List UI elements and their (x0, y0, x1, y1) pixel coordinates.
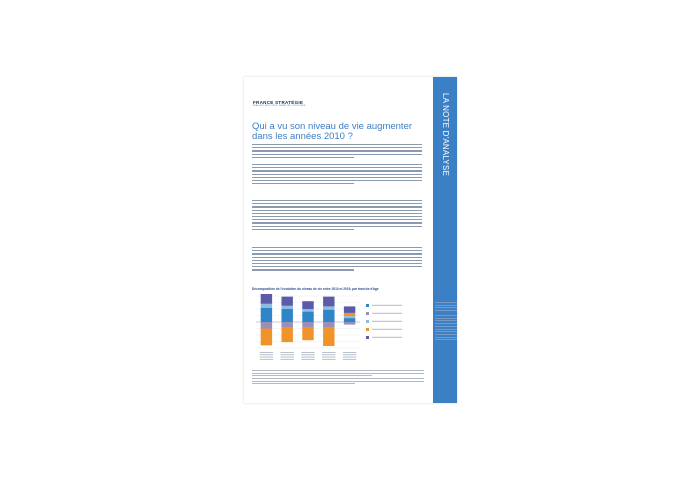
note-line (252, 383, 355, 384)
category-label-line (343, 354, 356, 355)
bar-segment (344, 316, 355, 318)
paragraph-3 (252, 200, 422, 232)
bar-segment (323, 310, 334, 322)
bar-segment (261, 322, 272, 329)
bar-segment (261, 329, 272, 346)
bar-segment (344, 322, 355, 325)
summary-line (435, 305, 457, 306)
text-line (252, 247, 422, 248)
bar-segment (302, 322, 313, 328)
bar-segment (261, 294, 272, 304)
bar-segment (302, 312, 313, 322)
bar-segment (302, 301, 313, 309)
legend-label-line (372, 337, 402, 338)
age-decomposition-chart (252, 294, 422, 366)
text-line (252, 226, 422, 227)
text-line (252, 253, 422, 254)
sidebar-title (440, 93, 450, 243)
note-line (252, 381, 424, 382)
summary-line (435, 320, 457, 321)
category-label-line (301, 354, 314, 355)
bar-segment (344, 313, 355, 316)
summary-line (435, 307, 457, 308)
category-label-line (343, 359, 356, 360)
bar-segment (281, 309, 292, 322)
text-line (252, 150, 422, 151)
text-line (252, 170, 422, 171)
text-line (252, 263, 422, 264)
legend-swatch (366, 312, 369, 315)
category-label-line (260, 357, 273, 358)
article-title: Qui a vu son niveau de vie augmenter dans les années 2010 ? (252, 121, 413, 142)
summary-line (435, 310, 457, 311)
category-label-line (260, 352, 273, 353)
summary-line (435, 337, 457, 338)
category-label-line (322, 354, 335, 355)
bar-segment (323, 322, 334, 328)
summary-line (435, 326, 457, 327)
bar-segment (261, 308, 272, 322)
category-label-line (280, 359, 293, 360)
category-label-line (280, 352, 293, 353)
chart-notes (252, 370, 424, 386)
category-label-line (301, 357, 314, 358)
bar-segment (323, 328, 334, 346)
note-line (252, 373, 424, 374)
category-label-line (280, 357, 293, 358)
legend-swatch (366, 304, 369, 307)
legend-label-line (372, 305, 402, 306)
paragraph-4 (252, 247, 422, 273)
category-label-line (301, 359, 314, 360)
text-line (252, 260, 422, 261)
text-line (252, 203, 422, 204)
text-line (252, 250, 422, 251)
bar-segment (323, 306, 334, 309)
summary-line (435, 302, 457, 303)
bar-segment (344, 306, 355, 313)
legend-swatch (366, 336, 369, 339)
summary-line (435, 323, 457, 324)
text-line (252, 219, 422, 220)
text-line (252, 266, 422, 267)
summary-line (435, 331, 457, 332)
bar-segment (302, 328, 313, 340)
category-label-line (322, 359, 335, 360)
summary-line (435, 318, 457, 319)
text-line (252, 167, 422, 168)
text-line (252, 174, 422, 175)
legend-label-line (372, 329, 402, 330)
text-line (252, 177, 422, 178)
text-line (252, 144, 422, 145)
bar-segment (302, 309, 313, 312)
text-line (252, 269, 354, 270)
category-label-line (301, 352, 314, 353)
note-line (252, 375, 372, 376)
text-line (252, 222, 422, 223)
summary-line (435, 329, 457, 330)
text-line (252, 210, 422, 211)
bar-segment (281, 328, 292, 342)
org-logo (253, 100, 306, 107)
note-line (252, 370, 424, 371)
chart-title: Décomposition de l'évolution du niveau de vie entre 2010 et 2019, par tranche d'âge (252, 287, 379, 291)
bar-segment (261, 304, 272, 308)
category-label-line (322, 352, 335, 353)
text-line (252, 180, 422, 181)
legend-label-line (372, 321, 402, 322)
text-line (252, 200, 422, 201)
category-label-line (343, 357, 356, 358)
legend-label-line (372, 313, 402, 314)
text-line (252, 164, 422, 165)
org-tagline: ÉVALUER. ANTICIPER. DÉBATTRE. PROPOSER. (253, 105, 307, 107)
bar-segment (344, 318, 355, 322)
bar-segment (281, 306, 292, 309)
intro-paragraph (252, 144, 422, 160)
sidebar-band (433, 77, 457, 403)
category-label-line (260, 359, 273, 360)
note-line (252, 378, 424, 379)
text-line (252, 213, 422, 214)
text-line (252, 229, 354, 230)
text-line (252, 157, 354, 158)
text-line (252, 147, 422, 148)
summary-line (435, 315, 457, 316)
category-label-line (343, 352, 356, 353)
legend-swatch (366, 320, 369, 323)
text-line (252, 183, 354, 184)
summary-line (435, 334, 457, 335)
text-line (252, 154, 422, 155)
category-label-line (260, 354, 273, 355)
bar-segment (281, 297, 292, 306)
category-label-line (322, 357, 335, 358)
paragraph-2 (252, 164, 422, 186)
bar-segment (323, 297, 334, 307)
text-line (252, 216, 422, 217)
sidebar-title-text: LA NOTE D'ANALYSE (441, 93, 450, 177)
org-name: FRANCE STRATÉGIE (253, 100, 304, 105)
legend-swatch (366, 328, 369, 331)
summary-line (435, 339, 457, 340)
text-line (252, 257, 422, 258)
category-label-line (280, 354, 293, 355)
text-line (252, 206, 422, 207)
sidebar-summary (435, 302, 457, 342)
bar-segment (281, 322, 292, 328)
